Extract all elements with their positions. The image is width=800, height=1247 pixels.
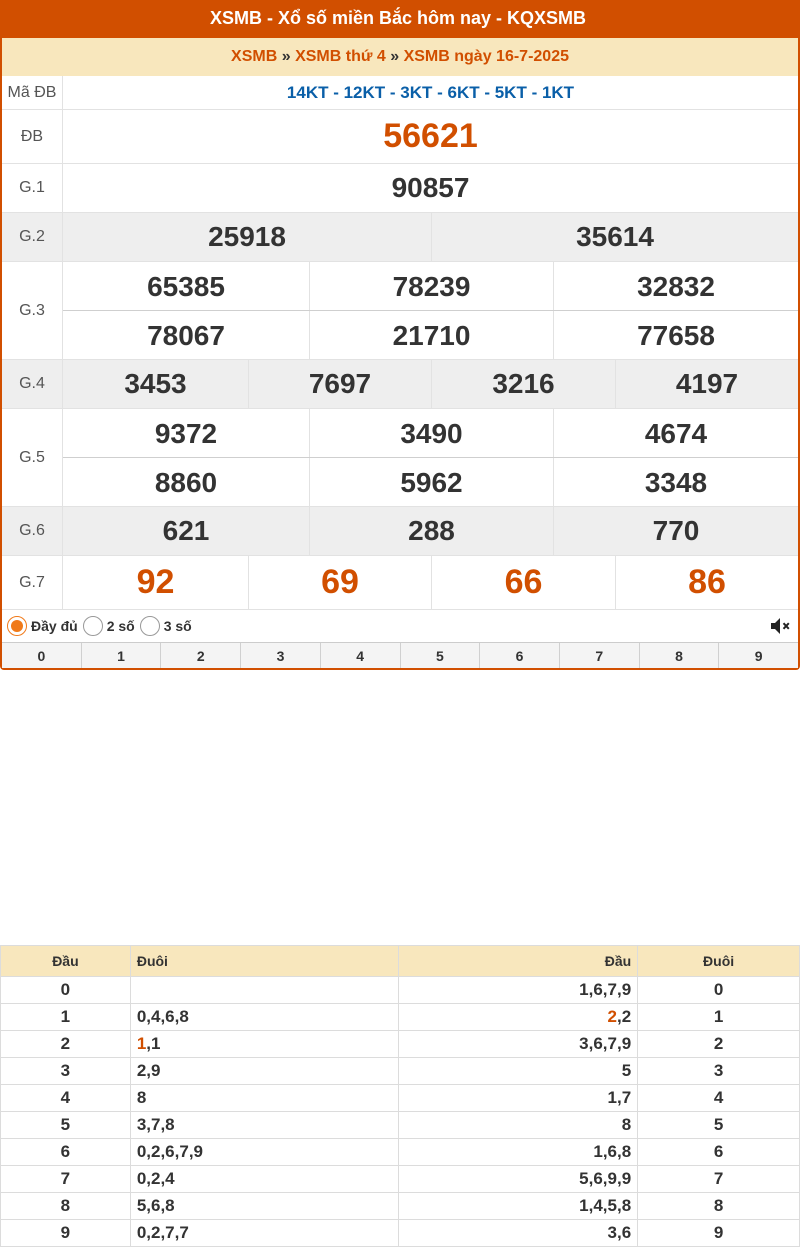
- digits-text: 2,9: [136, 1061, 161, 1080]
- loto-header-row: [1, 946, 800, 977]
- g6-label: G.6: [2, 507, 63, 555]
- g3-number: 78239: [309, 262, 553, 311]
- row-g4: [2, 360, 798, 409]
- duoi2-cell: 8: [638, 1193, 800, 1220]
- table-row: [1, 977, 800, 1004]
- duoi-cell: [130, 1085, 399, 1112]
- g2-number: 25918: [208, 221, 286, 252]
- digits-text: 3,7,8: [136, 1115, 175, 1134]
- highlight-digit: 2: [607, 1007, 617, 1026]
- col-duoi: Đuôi: [130, 946, 399, 977]
- dau2-cell: [399, 1166, 638, 1193]
- g6-number: 288: [309, 507, 553, 555]
- dau-cell: 6: [1, 1139, 131, 1166]
- digit-button[interactable]: 8: [639, 643, 719, 668]
- dau-cell: 2: [1, 1031, 131, 1058]
- breadcrumb-xsmb-date[interactable]: XSMB ngày 16-7-2025: [403, 48, 569, 65]
- duoi2-cell: 1: [638, 1004, 800, 1031]
- digits-text: 1,4,5,8: [579, 1196, 632, 1215]
- col-dau-2: Đầu: [399, 946, 638, 977]
- duoi-cell: [130, 1031, 399, 1058]
- g5-number: 9372: [154, 417, 218, 449]
- table-row: [1, 1139, 800, 1166]
- row-g6: [2, 507, 798, 556]
- duoi2-cell: 7: [638, 1166, 800, 1193]
- g5-label: G.5: [2, 409, 63, 506]
- g1-number: 90857: [391, 172, 470, 203]
- radio-3-so[interactable]: [140, 616, 160, 636]
- g3-number: 65385: [147, 270, 225, 302]
- breadcrumb-separator: »: [390, 48, 400, 65]
- col-duoi-2: Đuôi: [638, 946, 800, 977]
- radio-2-so[interactable]: [83, 616, 103, 636]
- radio-full-label[interactable]: Đầy đủ: [31, 618, 78, 634]
- g4-number: 3453: [124, 368, 187, 399]
- g3-label: G.3: [2, 262, 63, 359]
- dau-cell: 1: [1, 1004, 131, 1031]
- duoi2-cell: 0: [638, 977, 800, 1004]
- g3-number: 21710: [309, 311, 553, 360]
- duoi2-cell: 3: [638, 1058, 800, 1085]
- digits-text: 3,6,7,9: [579, 1034, 632, 1053]
- duoi2-cell: 5: [638, 1112, 800, 1139]
- digit-button[interactable]: 1: [81, 643, 161, 668]
- digits-text: 0,4,6,8: [136, 1007, 189, 1026]
- dau2-cell: [399, 1193, 638, 1220]
- page-title: XSMB - Xổ số miền Bắc hôm nay - KQXSMB: [0, 0, 798, 38]
- digits-text: 1,7: [607, 1088, 632, 1107]
- ma-db-value: 14KT - 12KT - 3KT - 6KT - 5KT - 1KT: [286, 82, 575, 102]
- g4-label: G.4: [2, 360, 63, 408]
- table-row: [1, 1085, 800, 1112]
- g3-number: 77658: [553, 311, 798, 360]
- row-g3: [2, 262, 798, 360]
- digits-text: 8: [621, 1115, 632, 1134]
- table-row: [1, 1004, 800, 1031]
- row-g7: [2, 556, 798, 610]
- row-g1: [2, 164, 798, 213]
- dau2-cell: [399, 1139, 638, 1166]
- dau2-cell: [399, 977, 638, 1004]
- row-g5: [2, 409, 798, 507]
- g4-number: 3216: [431, 360, 615, 408]
- duoi-cell: [130, 1166, 399, 1193]
- duoi2-cell: 4: [638, 1085, 800, 1112]
- duoi-cell: [130, 1193, 399, 1220]
- dau-cell: 3: [1, 1058, 131, 1085]
- g4-number: 7697: [248, 360, 431, 408]
- digit-button[interactable]: 4: [320, 643, 400, 668]
- digit-button[interactable]: 5: [400, 643, 480, 668]
- g5-number: 8860: [154, 466, 218, 498]
- dau-cell: 0: [1, 977, 131, 1004]
- db-label: ĐB: [2, 110, 63, 163]
- radio-3-so-label[interactable]: 3 số: [163, 618, 192, 634]
- g7-number: 66: [431, 556, 615, 609]
- row-g2: [2, 213, 798, 262]
- digits-text: ,1: [146, 1034, 161, 1053]
- digits-text: 1,6,7,9: [579, 980, 632, 999]
- row-db: [2, 110, 798, 164]
- dau-cell: 8: [1, 1193, 131, 1220]
- digits-text: ,2: [616, 1007, 632, 1026]
- dau2-cell: [399, 1112, 638, 1139]
- table-row: [1, 1031, 800, 1058]
- breadcrumb: [2, 38, 798, 76]
- duoi2-cell: 9: [638, 1220, 800, 1247]
- g7-label: G.7: [2, 556, 63, 609]
- dau2-cell: [399, 1058, 638, 1085]
- digits-text: 0,2,6,7,9: [136, 1142, 203, 1161]
- dau-cell: 9: [1, 1220, 131, 1247]
- volume-mute-icon[interactable]: [768, 614, 792, 638]
- radio-2-so-label[interactable]: 2 số: [106, 618, 135, 634]
- g6-number: 770: [553, 507, 798, 555]
- g1-label: G.1: [2, 164, 63, 212]
- digit-button[interactable]: 6: [479, 643, 559, 668]
- dau-cell: 7: [1, 1166, 131, 1193]
- dau-cell: 4: [1, 1085, 131, 1112]
- g7-number: 69: [248, 556, 431, 609]
- digits-text: 8: [136, 1088, 147, 1107]
- g2-number: 35614: [431, 213, 798, 261]
- duoi-cell: [130, 1058, 399, 1085]
- duoi2-cell: 2: [638, 1031, 800, 1058]
- digit-button[interactable]: 2: [160, 643, 240, 668]
- duoi-cell: [130, 977, 399, 1004]
- duoi-cell: [130, 1004, 399, 1031]
- digits-text: 5,6,8: [136, 1196, 175, 1215]
- table-row: [1, 1193, 800, 1220]
- digits-text: 3,6: [607, 1223, 632, 1242]
- g5-number: 3490: [309, 409, 553, 458]
- g6-number: 621: [162, 515, 210, 546]
- g2-label: G.2: [2, 213, 63, 261]
- dau2-cell: [399, 1004, 638, 1031]
- ma-db-label: Mã ĐB: [2, 76, 63, 109]
- digits-text: 0,2,7,7: [136, 1223, 189, 1242]
- g3-number: 78067: [147, 319, 225, 351]
- g5-number: 4674: [553, 409, 798, 458]
- digits-text: 1,6,8: [593, 1142, 632, 1161]
- loto-table: [0, 945, 800, 1247]
- digit-button[interactable]: 0: [37, 648, 46, 664]
- digit-button[interactable]: 9: [718, 643, 798, 668]
- col-dau: Đầu: [1, 946, 131, 977]
- dau2-cell: [399, 1031, 638, 1058]
- dau2-cell: [399, 1220, 638, 1247]
- table-row: [1, 1166, 800, 1193]
- divider: [63, 310, 798, 311]
- digits-text: 5,6,9,9: [579, 1169, 632, 1188]
- highlight-digit: 1: [136, 1034, 147, 1053]
- breadcrumb-xsmb[interactable]: XSMB: [231, 48, 278, 65]
- g5-number: 3348: [553, 458, 798, 507]
- breadcrumb-separator: »: [281, 48, 291, 65]
- digits-text: 0,2,4: [136, 1169, 175, 1188]
- g4-number: 4197: [615, 360, 798, 408]
- divider: [63, 457, 798, 458]
- table-row: [1, 1112, 800, 1139]
- duoi2-cell: 6: [638, 1139, 800, 1166]
- digit-button[interactable]: 7: [559, 643, 639, 668]
- dau2-cell: [399, 1085, 638, 1112]
- table-row: [1, 1220, 800, 1247]
- dau-cell: 5: [1, 1112, 131, 1139]
- radio-full[interactable]: [7, 616, 27, 636]
- table-row: [1, 1058, 800, 1085]
- breadcrumb-xsmb-thu4[interactable]: XSMB thứ 4: [295, 48, 386, 65]
- g5-number: 5962: [309, 458, 553, 507]
- db-number: 56621: [383, 117, 478, 155]
- display-options: [2, 610, 798, 642]
- duoi-cell: [130, 1220, 399, 1247]
- g7-number: 86: [615, 556, 798, 609]
- g3-number: 32832: [553, 262, 798, 311]
- g7-number: 92: [136, 563, 175, 601]
- duoi-cell: [130, 1112, 399, 1139]
- digits-text: 5: [621, 1061, 632, 1080]
- digit-filter: [2, 642, 798, 668]
- row-ma-db: [2, 76, 798, 110]
- digit-button[interactable]: 3: [240, 643, 320, 668]
- duoi-cell: [130, 1139, 399, 1166]
